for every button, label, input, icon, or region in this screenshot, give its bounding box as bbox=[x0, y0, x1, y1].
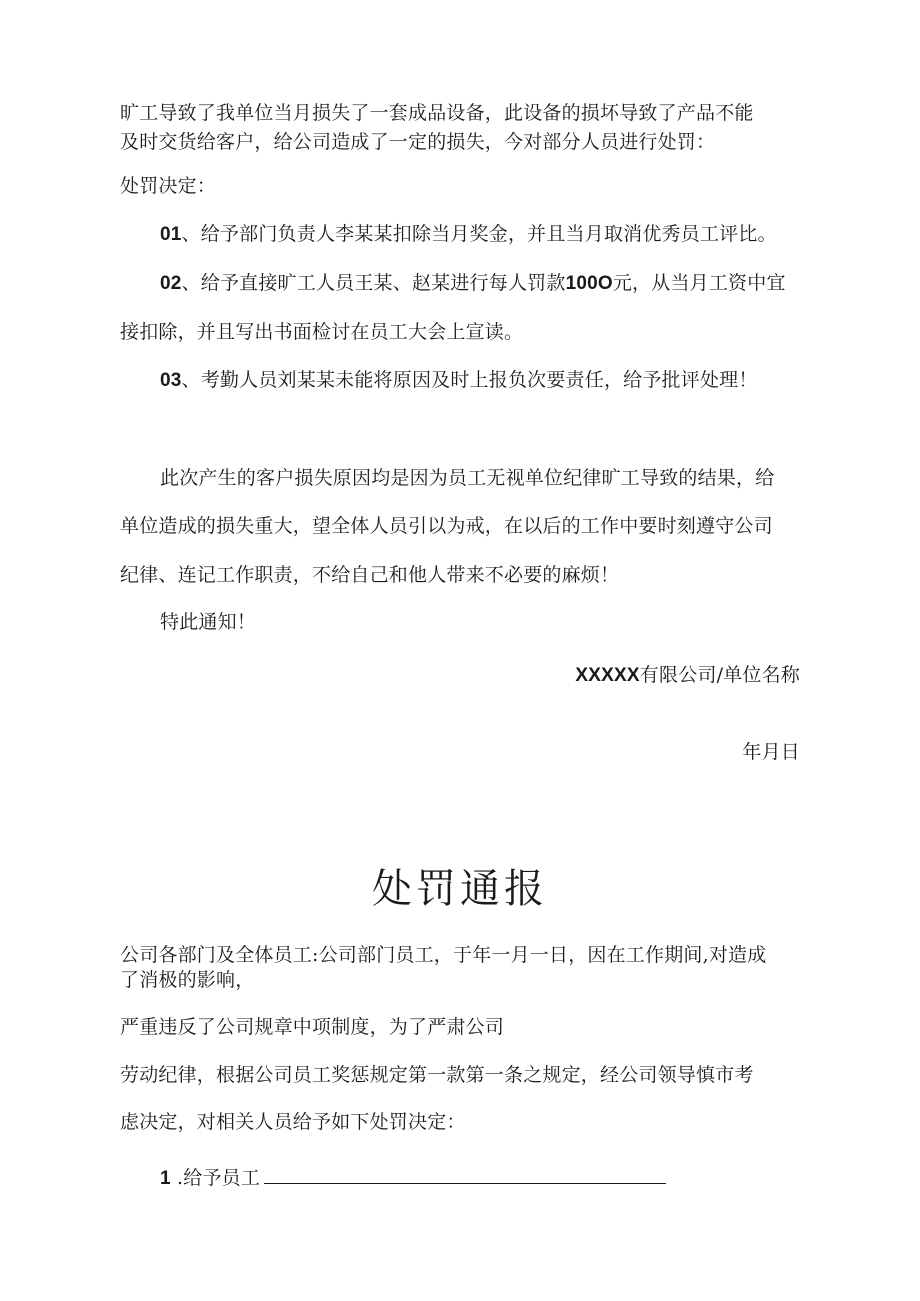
notice-line-3: 严重违反了公司规章中项制度，为了严肃公司 bbox=[120, 1016, 505, 1038]
penalty-item-1 bbox=[160, 222, 777, 247]
notice-item-1-number: 1 bbox=[160, 1168, 171, 1189]
penalty-item-1-text: 、给予部门负责人李某某扣除当月奖金，并且当月取消优秀员工评比。 bbox=[181, 223, 777, 245]
conclusion-line-3: 纪律、连记工作职责，不给自己和他人带来不必要的麻烦！ bbox=[120, 564, 620, 586]
page-title: 处罚通报 bbox=[372, 866, 548, 912]
penalty-item-1-number: 01 bbox=[160, 224, 182, 245]
fine-amount: 100O bbox=[565, 273, 613, 294]
penalty-item-2-text-a: 、给予直接旷工人员王某、赵某进行每人罚款 bbox=[181, 272, 566, 294]
intro-line-1: 旷工导致了我单位当月损失了一套成品设备，此设备的损坏导致了产品不能 bbox=[120, 102, 754, 124]
penalty-item-3 bbox=[160, 368, 758, 393]
conclusion-line-1: 此次产生的客户损失原因均是因为员工无视单位纪律旷工导致的结果，给 bbox=[160, 467, 775, 489]
blank-fill-line bbox=[264, 1165, 666, 1184]
penalty-item-3-text: 、考勤人员刘某某未能将原因及时上报负次要责任，给予批评处理！ bbox=[181, 369, 758, 391]
conclusion-line-2: 单位造成的损失重大，望全体人员引以为戒，在以后的工作中要时刻遵守公司 bbox=[120, 515, 773, 537]
signature-company-suffix: 有限公司/单位名称 bbox=[639, 664, 800, 686]
penalty-item-2 bbox=[160, 271, 786, 296]
penalty-item-2-number: 02 bbox=[160, 273, 182, 294]
notice-line-4: 劳动纪律，根据公司员工奖惩规定第一款第一条之规定，经公司领导慎市考 bbox=[120, 1064, 754, 1086]
signature-date: 年月日 bbox=[742, 741, 800, 763]
decision-heading: 处罚决定： bbox=[120, 175, 217, 197]
signature bbox=[575, 663, 800, 688]
penalty-item-2-text-b: 元，从当月工资中宜 bbox=[612, 272, 786, 294]
notice-line-5: 虑决定，对相关人员给予如下处罚决定： bbox=[120, 1111, 466, 1133]
penalty-item-2-line-2: 接扣除，并且写出书面检讨在员工大会上宣读。 bbox=[120, 321, 524, 343]
intro-line-2: 及时交货给客户，给公司造成了一定的损失，今对部分人员进行处罚： bbox=[120, 131, 716, 153]
closing-remark: 特此通知！ bbox=[160, 611, 257, 633]
notice-item-1-text: .给予员工 bbox=[177, 1167, 261, 1189]
penalty-item-3-number: 03 bbox=[160, 370, 182, 391]
signature-company-placeholder: XXXXX bbox=[575, 665, 640, 686]
notice-line-2: 了消极的影响， bbox=[120, 969, 255, 991]
notice-item-1 bbox=[160, 1165, 666, 1191]
notice-line-1: 公司各部门及全体员工:公司部门员工，于年一月一日，因在工作期间,对造成 bbox=[120, 944, 767, 966]
